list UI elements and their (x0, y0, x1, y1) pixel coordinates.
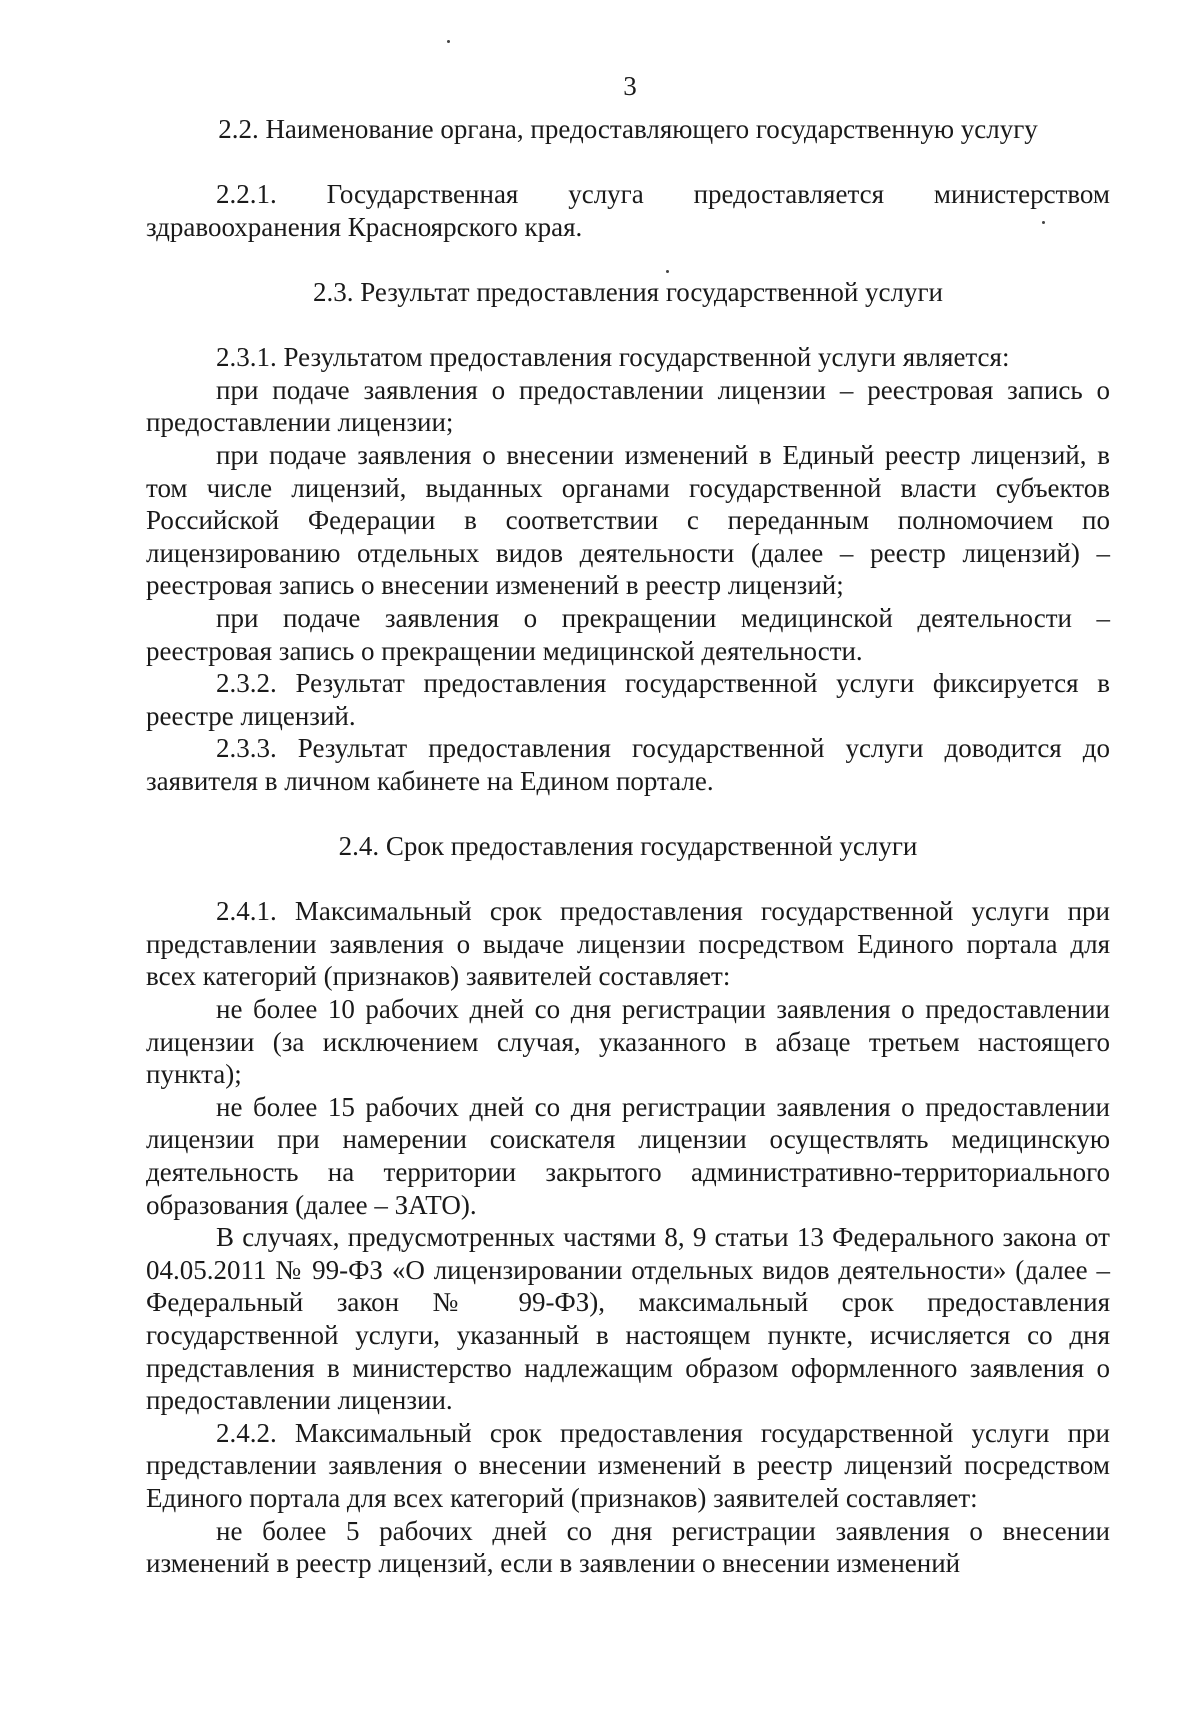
spacer (146, 863, 1110, 896)
scan-speck (666, 270, 669, 273)
paragraph-federal-law: В случаях, предусмотренных частями 8, 9 статьи 13 Федерального закона от 04.05.2011 № 99-ФЗ «О лицензировании отдельных видов деятельности» (далее – Федеральный закон № 99-ФЗ), максимальный срок предоставления государственной услуги, указанный в настоящем пункте, исчисляется со дня представления в министерство надлежащим образом оформленного заявления о предоставлении лицензии. (146, 1222, 1110, 1416)
paragraph-2-4-2: 2.4.2. Максимальный срок предоставления государственной услуги при представлении заявления о внесении изменений в реестр лицензий посредством Единого портала для всех категорий (признаков) заявителей составляет: (146, 1417, 1110, 1513)
spacer (146, 309, 1110, 342)
section-heading-2-2: 2.2. Наименование органа, предоставляющего государственную услугу (218, 114, 1038, 144)
paragraph-2-4-1: 2.4.1. Максимальный срок предоставления государственной услуги при представлении заявления о выдаче лицензии посредством Единого портала для всех категорий (признаков) заявителей составляет: (146, 896, 1110, 992)
paragraph-2-3-3: 2.3.3. Результат предоставления государственной услуги доводится до заявителя в личном кабинете на Едином портале. (146, 733, 1110, 796)
paragraph-2-2-1: 2.2.1. Государственная услуга предоставляется министерством здравоохранения Красноярского края. (146, 179, 1110, 242)
section-heading-2-4: 2.4. Срок предоставления государственной услуги (338, 831, 918, 862)
document-body (146, 113, 1110, 1580)
paragraph-registry-changes-result: при подаче заявления о внесении изменений в Единый реестр лицензий, в том числе лицензий, выданных органами государственной власти субъектов Российской Федерации в соответствии с переданным полномочием по лицензированию отдельных видов деятельности (далее – реестр лицензий) – реестровая запись о внесении изменений в реестр лицензий; (146, 439, 1110, 601)
paragraph-2-3-2: 2.3.2. Результат предоставления государственной услуги фиксируется в реестре лицензий. (146, 668, 1110, 731)
scan-speck (1042, 221, 1045, 224)
page-number: 3 (623, 71, 637, 101)
spacer (146, 797, 1110, 830)
spacer (146, 243, 1110, 276)
paragraph-15-days: не более 15 рабочих дней со дня регистрации заявления о предоставлении лицензии при намерении соискателя лицензии осуществлять медицинскую деятельность на территории закрытого административно-территориального образования (далее – ЗАТО). (146, 1091, 1110, 1220)
paragraph-5-days: не более 5 рабочих дней со дня регистрации заявления о внесении изменений в реестр лицензий, если в заявлении о внесении изменений (146, 1515, 1110, 1579)
paragraph-2-3-1: 2.3.1. Результатом предоставления государственной услуги является: (216, 342, 1010, 373)
section-heading-2-3: 2.3. Результат предоставления государственной услуги (312, 276, 944, 307)
paragraph-10-days: не более 10 рабочих дней со дня регистрации заявления о предоставлении лицензии (за исключением случая, указанного в абзаце третьем настоящего пункта); (146, 994, 1110, 1090)
spacer (146, 146, 1110, 179)
paragraph-termination-result: при подаче заявления о прекращении медицинской деятельности – реестровая запись о прекращении медицинской деятельности. (146, 602, 1110, 666)
paragraph-license-result: при подаче заявления о предоставлении лицензии – реестровая запись о предоставлении лицензии; (146, 374, 1110, 438)
scan-speck (447, 40, 450, 43)
